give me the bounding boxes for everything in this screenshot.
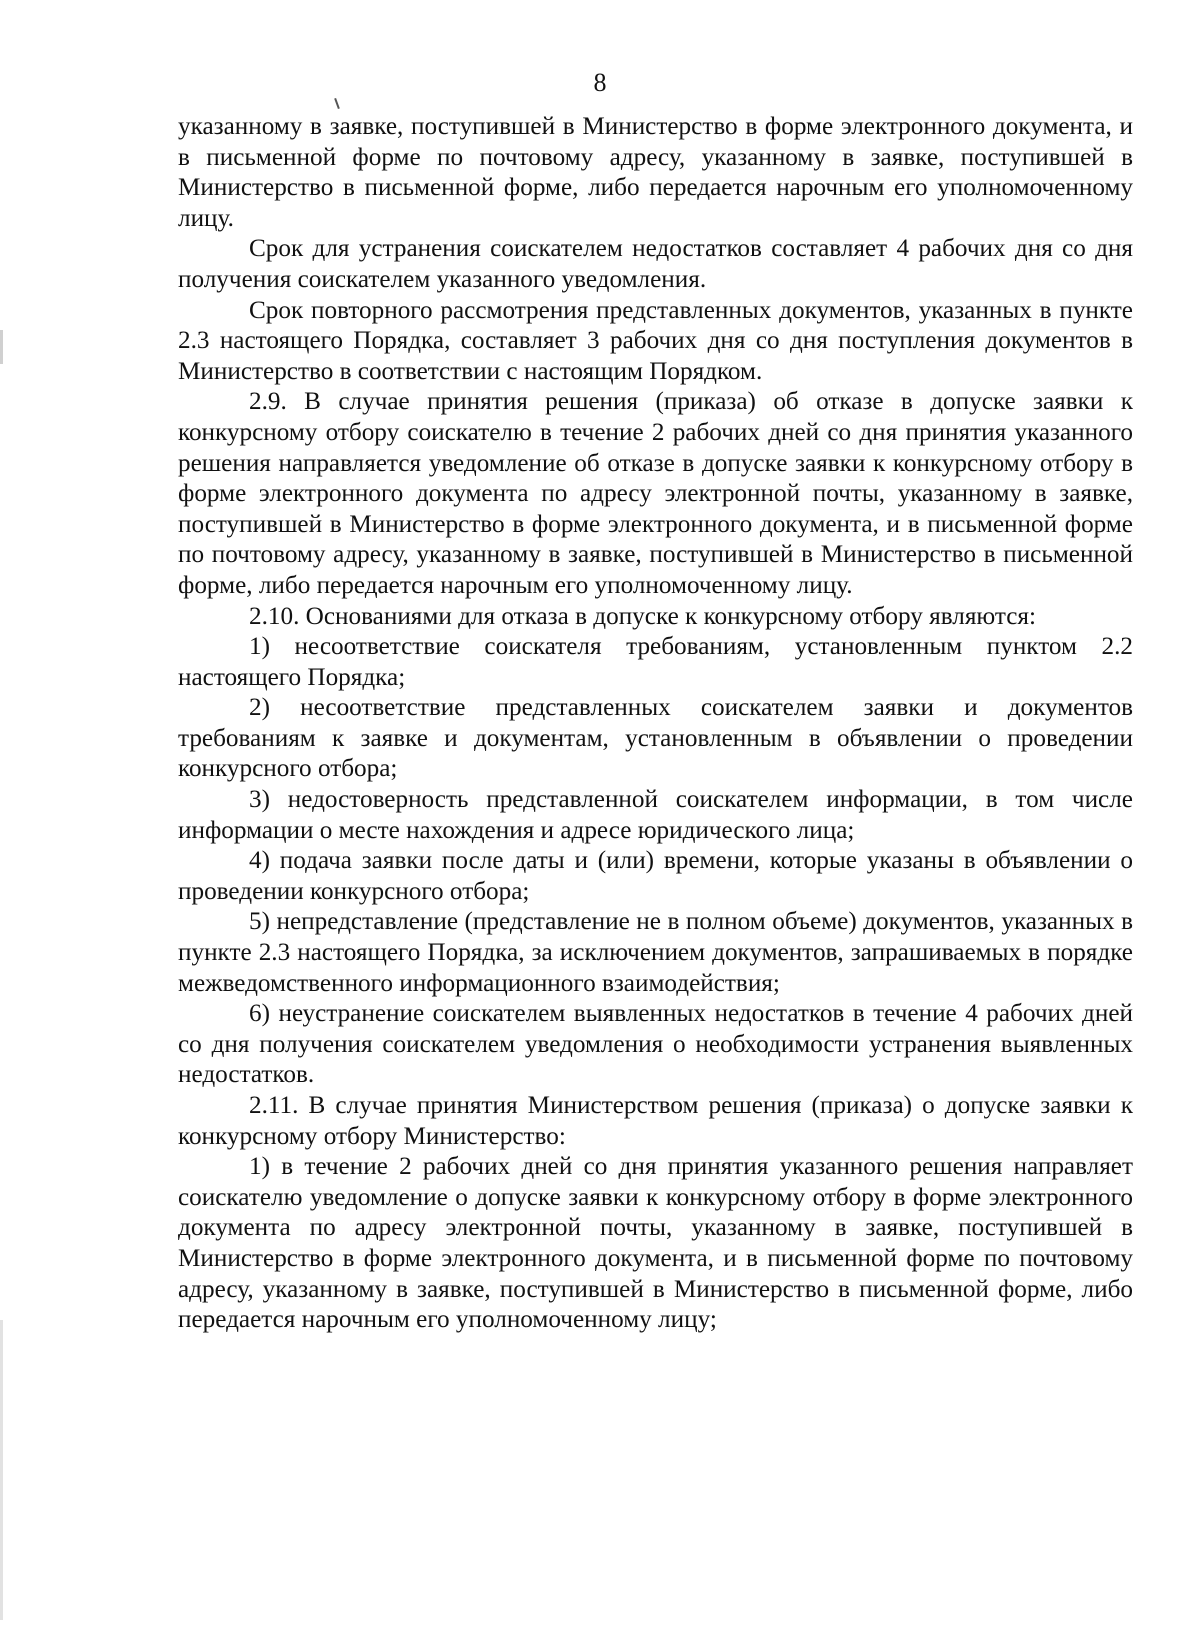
paragraph-deficiency-deadline: Срок для устранения соискателем недостатков составляет 4 рабочих дня со дня получения соискателем указанного уведомления. (178, 235, 1133, 293)
scan-edge-shadow (0, 330, 3, 364)
list-item-2-10-1: 1) несоответствие соискателя требованиям, установленным пунктом 2.2 настоящего Порядка; (178, 633, 1133, 691)
scan-edge-shadow (0, 1320, 3, 1620)
paragraph-review-deadline: Срок повторного рассмотрения представленных документов, указанных в пункте 2.3 настоящего Порядка, составляет 3 рабочих дня со дня поступления документов в Министерство в соответствии с настоящим Порядком. (178, 296, 1133, 385)
list-item-2-10-4: 4) подача заявки после даты и (или) времени, которые указаны в объявлении о проведении конкурсного отбора; (178, 847, 1133, 905)
list-item-2-10-6: 6) неустранение соискателем выявленных недостатков в течение 4 рабочих дней со дня получения соискателем уведомления о необходимости устранения выявленных недостатков. (178, 1000, 1133, 1089)
page-number: 8 (593, 68, 607, 97)
list-item-2-10-5: 5) непредставление (представление не в полном объеме) документов, указанных в пункте 2.3 настоящего Порядка, за исключением документов, запрашиваемых в порядке межведомственного информационного взаимодействия; (178, 908, 1133, 997)
list-item-2-10-2: 2) несоответствие представленных соискателем заявки и документов требованиям к заявке и документам, установленным в объявлении о проведении конкурсного отбора; (178, 694, 1133, 783)
list-item-2-10-3: 3) недостоверность представленной соискателем информации, в том числе информации о месте нахождения и адресе юридического лица; (178, 786, 1133, 844)
document-body (178, 112, 1133, 1336)
paragraph-continuation: указанному в заявке, поступившей в Министерство в форме электронного документа, и в письменной форме по почтовому адресу, указанному в заявке, поступившей в Министерство в письменной форме, либо передается нарочным его уполномоченному лицу. (178, 113, 1133, 232)
paragraph-2-9: 2.9. В случае принятия решения (приказа) об отказе в допуске заявки к конкурсному отбору соискателю в течение 2 рабочих дней со дня принятия указанного решения направляется уведомление об отказе в допуске заявки к конкурсному отбору в форме электронного документа по адресу электронной почты, указанному в заявке, поступившей в Министерство в форме электронного документа, и в письменной форме по почтовому адресу, указанному в заявке, поступившей в Министерство в письменной форме, либо передается нарочным его уполномоченному лицу. (178, 388, 1133, 599)
paragraph-2-10: 2.10. Основаниями для отказа в допуске к конкурсному отбору являются: (249, 602, 1036, 630)
list-item-2-11-1: 1) в течение 2 рабочих дней со дня принятия указанного решения направляет соискателю уведомление о допуске заявки к конкурсному отбору в форме электронного документа по адресу электронной почты, указанному в заявке, поступившей в Министерство в форме электронного документа, и в письменной форме по почтовому адресу, указанному в заявке, поступившей в Министерство в письменной форме, либо передается нарочным его уполномоченному лицу; (178, 1153, 1133, 1334)
scan-artifact-mark (334, 98, 340, 109)
paragraph-2-11: 2.11. В случае принятия Министерством решения (приказа) о допуске заявки к конкурсному отбору Министерство: (178, 1092, 1133, 1150)
